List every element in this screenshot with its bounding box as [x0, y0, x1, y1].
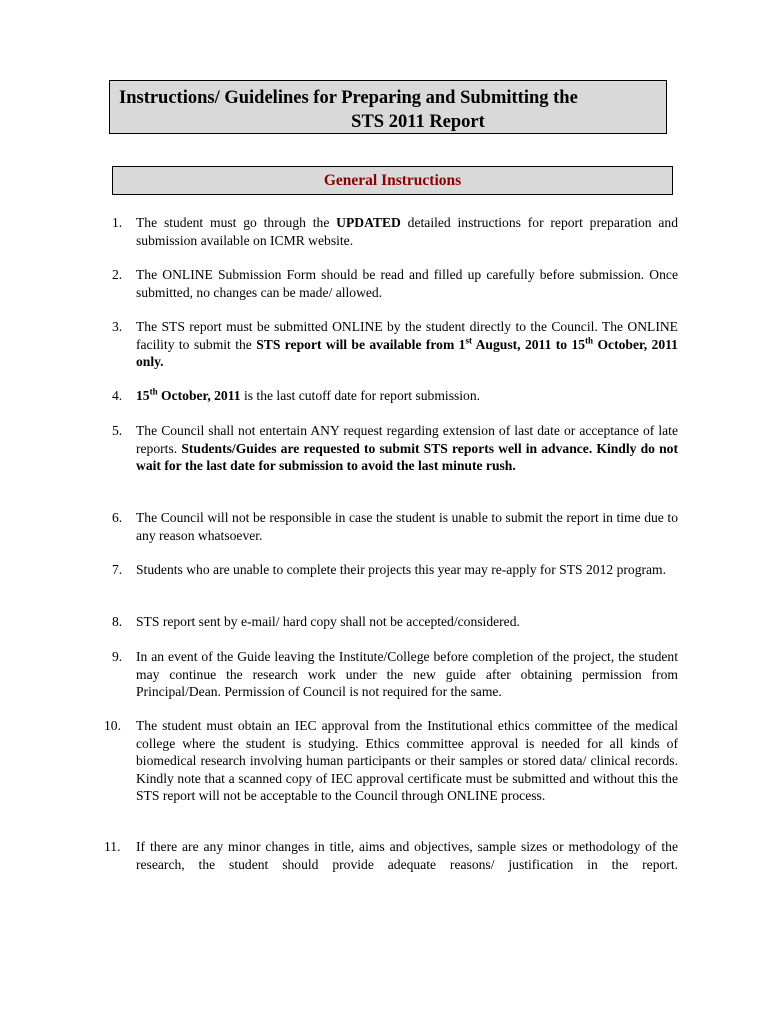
- item-text: 15th October, 2011 is the last cutoff date for report submission.: [136, 386, 481, 403]
- list-item: [112, 266, 678, 301]
- item-text: STS report sent by e-mail/ hard copy shall not be accepted/considered.: [136, 614, 520, 629]
- item-number: 9.: [112, 649, 123, 664]
- section-heading: General Instructions: [112, 166, 673, 195]
- list-item: [104, 838, 678, 873]
- item-text: The student must obtain an IEC approval from the Institutional ethics committee of the medical college where the student is studying. Ethics committee approval is needed for all kinds of biomedical research involving human participants or their samples or stored data/ clinical records. Kindly note that a scanned copy of IEC approval certificate must be submitted and without this the STS report will not be acceptable to the Council through ONLINE process.: [136, 718, 678, 804]
- document-title-box: [109, 80, 667, 134]
- item-number: 10.: [104, 718, 121, 733]
- item-number: 5.: [112, 423, 123, 438]
- item-number: 11.: [104, 839, 121, 854]
- item-number: 2.: [112, 267, 123, 282]
- item-text: The student must go through the UPDATED detailed instructions for report preparation and submission available on ICMR website.: [136, 215, 678, 248]
- item-number: 4.: [112, 388, 123, 403]
- item-text: The Council will not be responsible in case the student is unable to submit the report in time due to any reason whatsoever.: [136, 510, 678, 543]
- item-text: Students who are unable to complete their projects this year may re-apply for STS 2012 program.: [136, 562, 667, 577]
- item-text: The Council shall not entertain ANY request regarding extension of last date or acceptance of late reports. Students/Guides are requested to submit STS reports well in advance. Kindly do not wait for the last date for submission to avoid the last minute rush.: [136, 423, 678, 474]
- list-item: [112, 422, 678, 475]
- item-number: 3.: [112, 319, 123, 334]
- title-line-1: Instructions/ Guidelines for Preparing and Submitting the: [119, 88, 578, 108]
- list-item: [112, 561, 678, 579]
- list-item: [112, 648, 678, 701]
- list-item: [112, 318, 678, 371]
- list-item: [112, 509, 678, 544]
- item-text: In an event of the Guide leaving the Institute/College before completion of the project, the student may continue the research work under the new guide after obtaining permission from Principal/Dean. Permission of Council is not required for the same.: [136, 649, 678, 700]
- item-number: 6.: [112, 510, 123, 525]
- list-item: [112, 613, 678, 631]
- item-number: 7.: [112, 562, 123, 577]
- list-item: [112, 387, 678, 405]
- title-line-2: STS 2011 Report: [351, 112, 485, 132]
- item-number: 1.: [112, 215, 123, 230]
- item-text: The STS report must be submitted ONLINE by the student directly to the Council. The ONLINE facility to submit the STS report will be available from 1st August, 2011 to 15th October, 2011 only.: [136, 319, 678, 370]
- item-text: The ONLINE Submission Form should be read and filled up carefully before submission. Once submitted, no changes can be made/ allowed.: [136, 267, 678, 300]
- list-item: [112, 214, 678, 249]
- list-item: [104, 717, 678, 805]
- item-number: 8.: [112, 614, 123, 629]
- item-text: If there are any minor changes in title, aims and objectives, sample sizes or methodology of the research, the student should provide adequate reasons/ justification in the report.: [136, 839, 678, 872]
